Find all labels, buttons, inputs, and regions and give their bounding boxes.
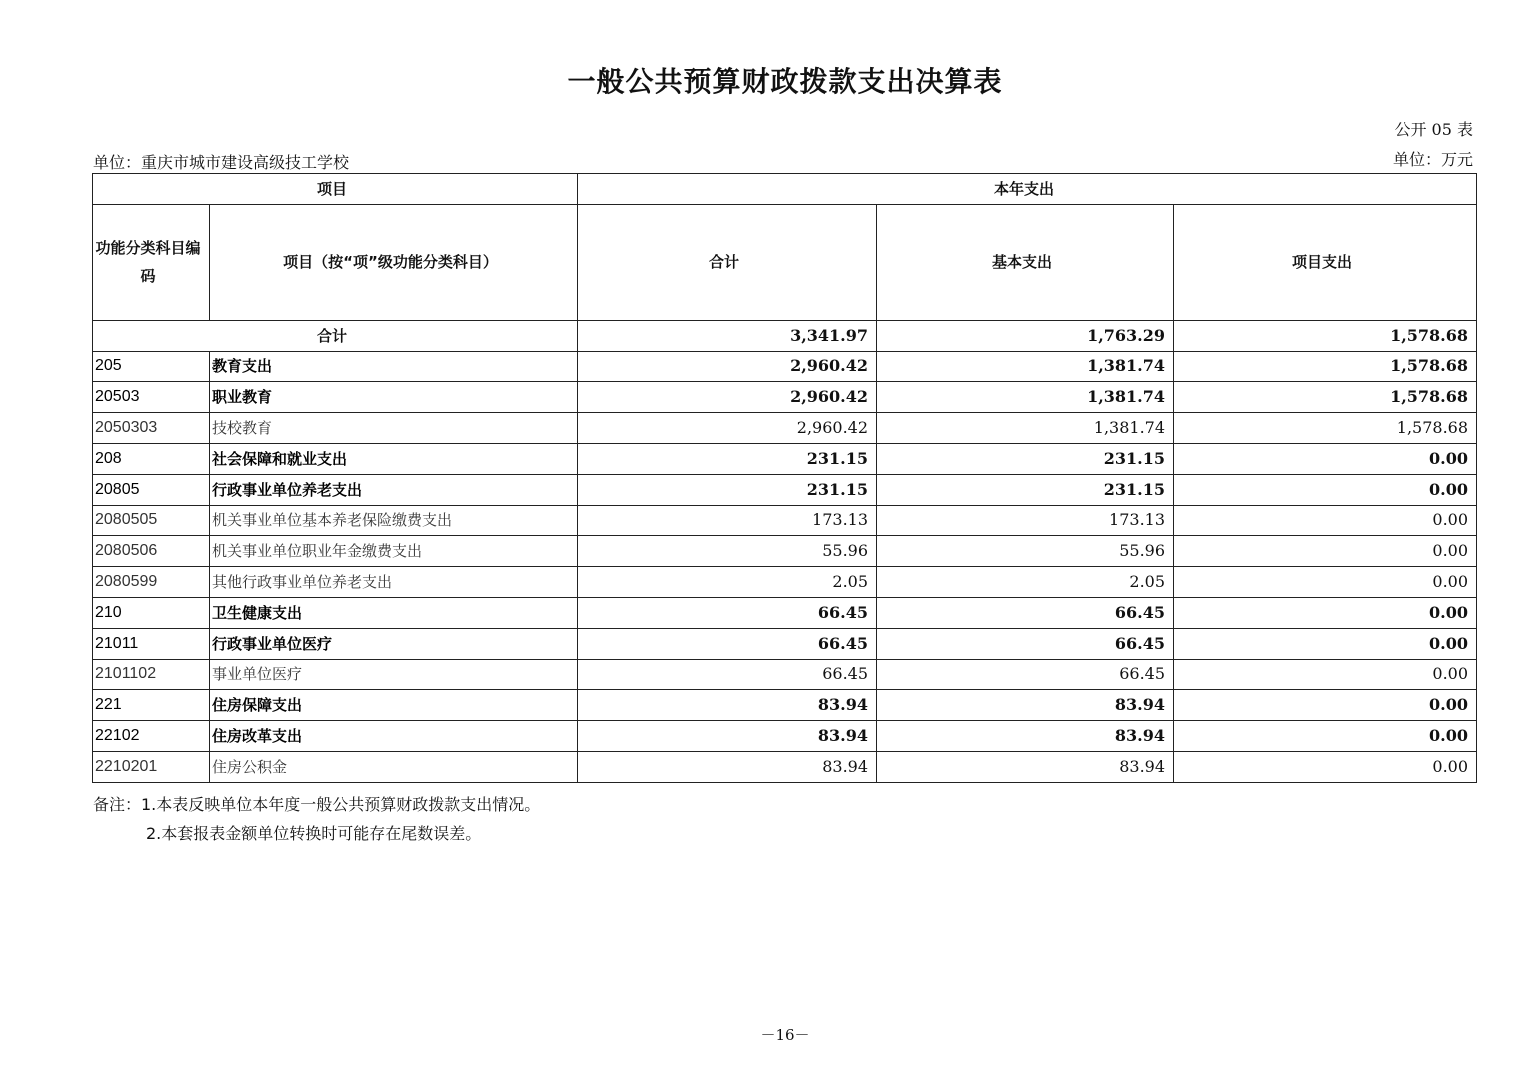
- reporting-unit: 单位：重庆市城市建设高级技工学校: [93, 153, 350, 172]
- row-name: 事业单位医疗: [210, 659, 578, 690]
- row-project: 0.00: [1174, 597, 1477, 628]
- expenditure-table: [92, 173, 1477, 783]
- row-code: 2101102: [93, 659, 210, 690]
- row-code: 208: [93, 443, 210, 474]
- note-1: 备注：1.本表反映单位本年度一般公共预算财政拨款支出情况。: [93, 795, 541, 814]
- header-row-group: [93, 174, 1477, 205]
- row-basic: 1,381.74: [877, 351, 1174, 382]
- header-total: 合计: [578, 204, 877, 320]
- table-row: [93, 413, 1477, 444]
- table-row: [93, 751, 1477, 782]
- row-code: 210: [93, 597, 210, 628]
- row-total: 2,960.42: [578, 382, 877, 413]
- table-row: [93, 351, 1477, 382]
- row-name: 其他行政事业单位养老支出: [210, 567, 578, 598]
- row-total: 231.15: [578, 474, 877, 505]
- row-total: 66.45: [578, 628, 877, 659]
- header-basic: 基本支出: [877, 204, 1174, 320]
- row-name: 机关事业单位基本养老保险缴费支出: [210, 505, 578, 536]
- row-project: 0.00: [1174, 505, 1477, 536]
- row-total: 66.45: [578, 659, 877, 690]
- row-total: 66.45: [578, 597, 877, 628]
- table-row: [93, 567, 1477, 598]
- header-row-columns: [93, 204, 1477, 320]
- row-project: 0.00: [1174, 628, 1477, 659]
- row-project: 0.00: [1174, 721, 1477, 752]
- row-code: 2080505: [93, 505, 210, 536]
- row-code: 20805: [93, 474, 210, 505]
- table-row: [93, 474, 1477, 505]
- table-row: [93, 597, 1477, 628]
- row-project: 0.00: [1174, 659, 1477, 690]
- header-project: 项目: [93, 174, 578, 205]
- row-basic: 1,381.74: [877, 413, 1174, 444]
- row-code: 21011: [93, 628, 210, 659]
- row-total: 2,960.42: [578, 413, 877, 444]
- row-basic: 1,381.74: [877, 382, 1174, 413]
- row-name: 卫生健康支出: [210, 597, 578, 628]
- currency-unit: 单位：万元: [1392, 150, 1473, 169]
- row-code: 221: [93, 690, 210, 721]
- row-basic: 83.94: [877, 721, 1174, 752]
- row-name: 社会保障和就业支出: [210, 443, 578, 474]
- total-row: [93, 320, 1477, 351]
- total-project: 1,578.68: [1174, 320, 1477, 351]
- row-total: 55.96: [578, 536, 877, 567]
- row-project: 1,578.68: [1174, 382, 1477, 413]
- row-name: 行政事业单位养老支出: [210, 474, 578, 505]
- row-total: 2,960.42: [578, 351, 877, 382]
- row-project: 1,578.68: [1174, 413, 1477, 444]
- row-code: 2050303: [93, 413, 210, 444]
- row-total: 173.13: [578, 505, 877, 536]
- row-basic: 83.94: [877, 690, 1174, 721]
- row-name: 技校教育: [210, 413, 578, 444]
- header-item-name: 项目（按“项”级功能分类科目）: [210, 204, 578, 320]
- row-name: 行政事业单位医疗: [210, 628, 578, 659]
- note-2: 2.本套报表金额单位转换时可能存在尾数误差。: [146, 824, 482, 843]
- total-sum: 3,341.97: [578, 320, 877, 351]
- row-name: 职业教育: [210, 382, 578, 413]
- row-name: 机关事业单位职业年金缴费支出: [210, 536, 578, 567]
- row-name: 住房改革支出: [210, 721, 578, 752]
- page-title: 一般公共预算财政拨款支出决算表: [567, 65, 1003, 98]
- form-code: 公开 05 表: [1394, 120, 1473, 139]
- row-total: 231.15: [578, 443, 877, 474]
- notes: [93, 790, 540, 848]
- row-project: 0.00: [1174, 751, 1477, 782]
- row-name: 教育支出: [210, 351, 578, 382]
- header-project-exp: 项目支出: [1174, 204, 1477, 320]
- table-row: [93, 690, 1477, 721]
- table-row: [93, 628, 1477, 659]
- row-basic: 55.96: [877, 536, 1174, 567]
- row-basic: 173.13: [877, 505, 1174, 536]
- table-row: [93, 505, 1477, 536]
- row-code: 205: [93, 351, 210, 382]
- row-code: 22102: [93, 721, 210, 752]
- row-project: 0.00: [1174, 474, 1477, 505]
- row-project: 0.00: [1174, 690, 1477, 721]
- row-total: 83.94: [578, 721, 877, 752]
- header-current-year: 本年支出: [578, 174, 1477, 205]
- table-row: [93, 443, 1477, 474]
- row-total: 83.94: [578, 751, 877, 782]
- table-row: [93, 659, 1477, 690]
- row-basic: 2.05: [877, 567, 1174, 598]
- row-basic: 231.15: [877, 474, 1174, 505]
- row-total: 83.94: [578, 690, 877, 721]
- row-basic: 83.94: [877, 751, 1174, 782]
- total-basic: 1,763.29: [877, 320, 1174, 351]
- row-total: 2.05: [578, 567, 877, 598]
- row-project: 0.00: [1174, 443, 1477, 474]
- header-func-code: 功能分类科目编码: [93, 204, 210, 320]
- row-basic: 66.45: [877, 659, 1174, 690]
- row-code: 20503: [93, 382, 210, 413]
- table-row: [93, 721, 1477, 752]
- row-name: 住房保障支出: [210, 690, 578, 721]
- row-basic: 231.15: [877, 443, 1174, 474]
- row-basic: 66.45: [877, 597, 1174, 628]
- row-code: 2080506: [93, 536, 210, 567]
- row-basic: 66.45: [877, 628, 1174, 659]
- row-project: 0.00: [1174, 536, 1477, 567]
- table-row: [93, 536, 1477, 567]
- total-label: 合计: [93, 320, 578, 351]
- row-code: 2080599: [93, 567, 210, 598]
- row-project: 0.00: [1174, 567, 1477, 598]
- table-row: [93, 382, 1477, 413]
- row-project: 1,578.68: [1174, 351, 1477, 382]
- row-name: 住房公积金: [210, 751, 578, 782]
- page-number: －16－: [760, 1026, 810, 1044]
- row-code: 2210201: [93, 751, 210, 782]
